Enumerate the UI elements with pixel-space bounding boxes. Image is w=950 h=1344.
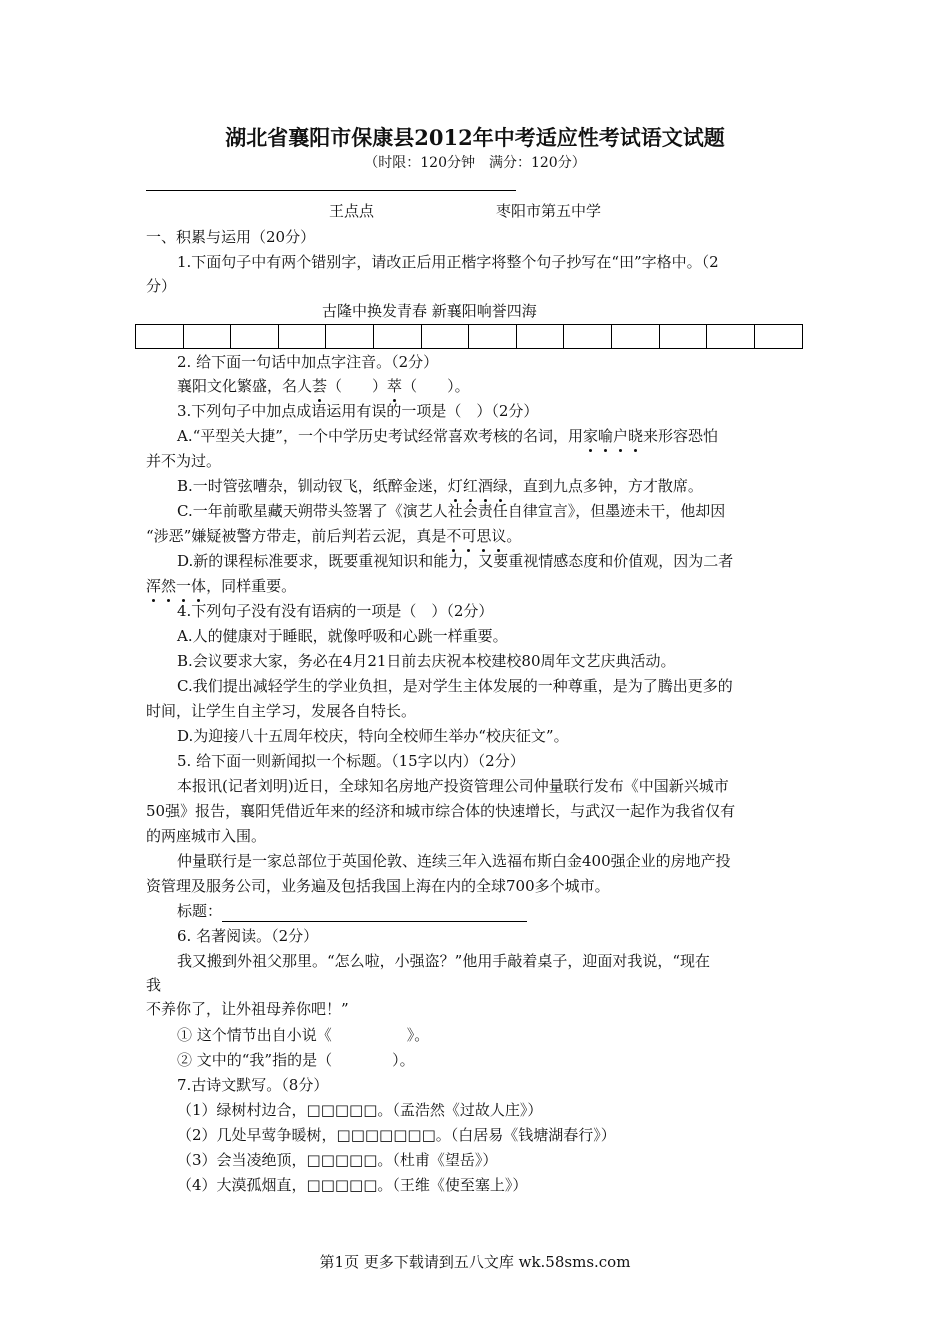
grid-cell[interactable]	[517, 325, 565, 348]
q6-quote: 我又搬到外祖父那里。“怎么啦，小强盗？”他用手敲着桌子，迎面对我说，“现在	[177, 952, 711, 970]
q3-stem: 3.下列句子中加点成语运用有误的一项是（ ）（2分）	[177, 402, 539, 420]
q5-stem: 5. 给下面一则新闻拟一个标题。（15字以内）（2分）	[177, 752, 525, 770]
news-paragraph: 仲量联行是一家总部位于英国伦敦、连续三年入选福布斯白金400强企业的房地产投	[177, 852, 731, 870]
page-title: 湖北省襄阳市保康县2012年中考适应性考试语文试题	[225, 125, 725, 150]
q6-sub1: ① 这个情节出自小说《 》。	[177, 1026, 430, 1044]
news-paragraph: 的两座城市入围。	[146, 827, 267, 845]
news-paragraph: 资管理及服务公司，业务遍及包括我国上海在内的全球700多个城市。	[146, 877, 610, 895]
dotted-char: 议	[491, 527, 507, 545]
q2-blank: （ ）。	[402, 377, 470, 395]
headline-answer-line[interactable]	[222, 905, 527, 922]
dotted-char: 家	[582, 427, 598, 445]
q6-stem: 6. 名著阅读。（2分）	[177, 927, 319, 945]
q3-option-b	[177, 475, 703, 497]
news-paragraph: 本报讯(记者刘明)近日，全球知名房地产投资管理公司仲量联行发布《中国新兴城市	[177, 777, 729, 795]
q7-item: （1）绿树村边合，□□□□□。（孟浩然《过故人庄》）	[177, 1101, 543, 1119]
dotted-char: 不	[446, 527, 462, 545]
q2-blank: （ ）	[327, 377, 388, 395]
q3-option-c-cont	[146, 525, 521, 547]
option-text: B.一时管弦嘈杂，钏动钗飞，纸醉金迷，	[177, 477, 448, 495]
q4-stem: 4.下列句子没有没有语病的一项是（ ）（2分）	[177, 602, 494, 620]
dotted-char: 绿	[492, 477, 508, 495]
q7-item: （2）几处早莺争暖树，□□□□□□□。（白居易《钱塘湖春行》）	[177, 1126, 616, 1144]
dotted-char: 思	[476, 527, 492, 545]
grid-cell[interactable]	[184, 325, 232, 348]
option-text: “涉恶”嫌疑被警方带走，前后判若云泥，真是	[146, 527, 447, 545]
q4-option-d: D.为迎接八十五周年校庆，特向全校师生举办“校庆征文”。	[177, 727, 569, 745]
q3-option-d: D.新的课程标准要求，既要重视知识和能力，又要重视情感态度和价值观，因为二者	[177, 552, 734, 570]
exam-time-limit: （时限：120分钟 满分：120分）	[364, 155, 586, 171]
q6-quote-cont: 不养你了，让外祖母养你吧！”	[146, 1000, 349, 1018]
q1-stem: 1.下面句子中有两个错别字，请改正后用正楷字将整个句子抄写在“田”字格中。（2	[177, 253, 719, 271]
grid-cell[interactable]	[707, 325, 755, 348]
headline-label: 标题：	[177, 902, 223, 920]
dotted-char: 晓	[628, 427, 644, 445]
grid-cell[interactable]	[564, 325, 612, 348]
grid-cell[interactable]	[231, 325, 279, 348]
option-text: ，直到九点多钟，方才散席。	[507, 477, 703, 495]
author-school: 枣阳市第五中学	[496, 202, 602, 220]
grid-cell[interactable]	[326, 325, 374, 348]
q3-option-c: C.一年前歌星藏天朔带头签署了《演艺人社会责任自律宣言》，但墨迹未干，他却因	[177, 502, 726, 520]
dotted-char: 喻	[597, 427, 613, 445]
grid-cell[interactable]	[755, 325, 803, 348]
q2-text: 襄阳文化繁盛，名人	[177, 377, 313, 395]
grid-cell[interactable]	[374, 325, 422, 348]
q7-stem: 7.古诗文默写。（8分）	[177, 1076, 329, 1094]
q4-option-c: C.我们提出减轻学生的学业负担，是对学生主体发展的一种尊重，是为了腾出更多的	[177, 677, 733, 695]
q4-option-b: B.会议要求大家，务必在4月21日前去庆祝本校建校80周年文艺庆典活动。	[177, 652, 676, 670]
section-heading: 一、积累与运用（20分）	[146, 228, 316, 246]
dotted-char: 浑	[146, 577, 162, 595]
grid-cell[interactable]	[612, 325, 660, 348]
dotted-char: 一	[176, 577, 192, 595]
q4-option-c-cont: 时间，让学生自主学习，发展各自特长。	[146, 702, 417, 720]
headline-answer	[177, 900, 527, 922]
q2-sentence	[177, 375, 470, 397]
option-text: 。	[506, 527, 522, 545]
q2-stem: 2. 给下面一句话中加点字注音。（2分）	[177, 353, 439, 371]
option-text: A.“平型关大捷”，一个中学历史考试经常喜欢考核的名词，用	[177, 427, 583, 445]
grid-cell[interactable]	[422, 325, 470, 348]
q6-quote-cont: 我	[146, 976, 162, 994]
tian-grid[interactable]	[135, 324, 803, 349]
dotted-char: 体	[191, 577, 207, 595]
option-text: 来形容恐怕	[643, 427, 719, 445]
q4-option-a: A.人的健康对于睡眠，就像呼吸和心跳一样重要。	[177, 627, 508, 645]
dotted-char: 可	[461, 527, 477, 545]
author-name: 王点点	[329, 202, 375, 220]
q3-option-d-cont	[146, 575, 296, 597]
q3-option-a	[177, 425, 718, 447]
q6-sub2: ② 文中的“我”指的是（ ）。	[177, 1051, 415, 1069]
dotted-char: 荟	[312, 377, 328, 395]
option-text: ，同样重要。	[206, 577, 297, 595]
grid-cell[interactable]	[279, 325, 327, 348]
page-footer: 第1页 更多下载请到五八文库 wk.58sms.com	[319, 1253, 631, 1271]
q7-item: （3）会当凌绝顶，□□□□□。（杜甫《望岳》）	[177, 1151, 498, 1169]
dotted-char: 然	[161, 577, 177, 595]
q1-stem-cont: 分）	[146, 277, 177, 295]
header-rule	[146, 190, 516, 191]
grid-cell[interactable]	[136, 325, 184, 348]
dotted-char: 灯	[447, 477, 463, 495]
dotted-char: 酒	[477, 477, 493, 495]
q3-option-a-cont: 并不为过。	[146, 452, 222, 470]
grid-cell[interactable]	[660, 325, 708, 348]
dotted-char: 户	[612, 427, 628, 445]
dotted-char: 萃	[387, 377, 403, 395]
q7-item: （4）大漠孤烟直，□□□□□。（王维《使至塞上》）	[177, 1176, 528, 1194]
news-paragraph: 50强》报告，襄阳凭借近年来的经济和城市综合体的快速增长，与武汉一起作为我省仅有	[146, 802, 736, 820]
q1-sentence: 古隆中换发青春 新襄阳响誉四海	[322, 302, 537, 320]
grid-cell[interactable]	[469, 325, 517, 348]
dotted-char: 红	[462, 477, 478, 495]
